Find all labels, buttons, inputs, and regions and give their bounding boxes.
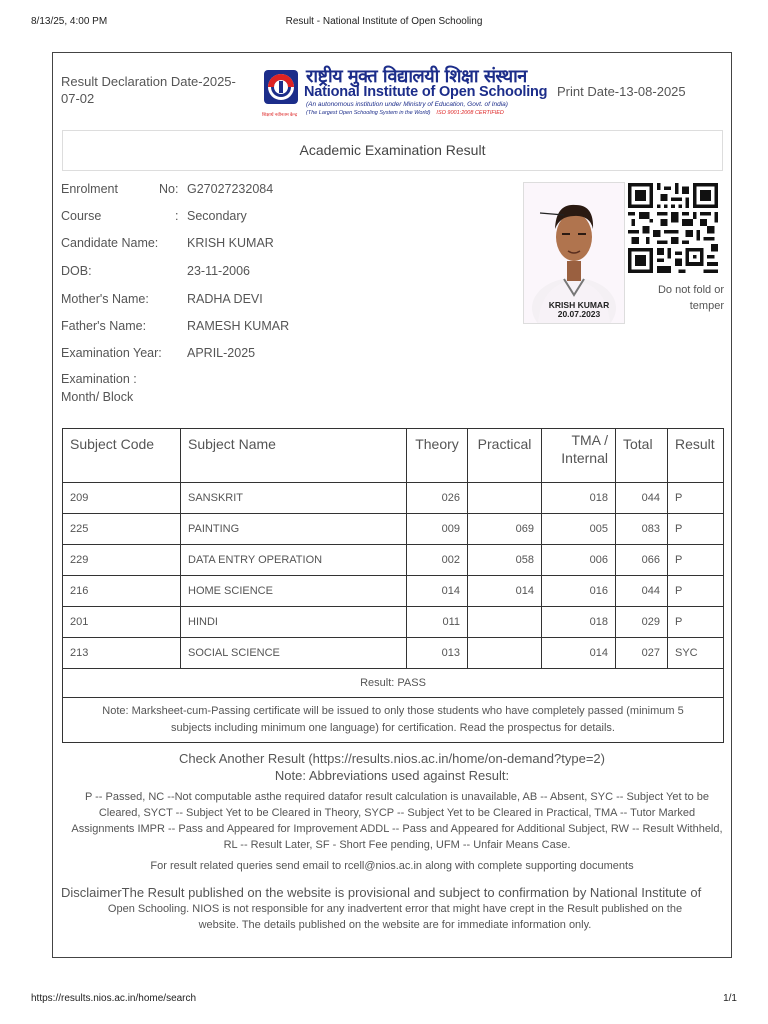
cell-total: 083 — [616, 514, 668, 545]
cell-subject-code: 229 — [63, 545, 181, 576]
cell-subject-name: DATA ENTRY OPERATION — [181, 545, 407, 576]
cell-result: P — [668, 514, 724, 545]
cell-result: P — [668, 607, 724, 638]
cell-subject-name: HINDI — [181, 607, 407, 638]
table-row — [63, 545, 724, 576]
table-row — [63, 607, 724, 638]
photo-caption-date: 20.07.2023 — [557, 309, 601, 319]
cell-result: SYC — [668, 638, 724, 669]
cell-tma: 005 — [542, 514, 616, 545]
header-subject-name: Subject Name — [181, 429, 407, 483]
cell-result: P — [668, 576, 724, 607]
exam-year-label: Examination Year: — [61, 346, 162, 360]
disclaimer — [61, 885, 729, 933]
disclaimer-lead: DisclaimerThe Result published on the website is provisional and subject to confirmation by National Institute of — [61, 885, 702, 900]
cell-subject-name: SOCIAL SCIENCE — [181, 638, 407, 669]
dob-value: 23-11-2006 — [187, 264, 251, 278]
cell-total: 066 — [616, 545, 668, 576]
cell-subject-name: HOME SCIENCE — [181, 576, 407, 607]
photo-caption-name: KRISH KUMAR — [548, 300, 610, 310]
header-tma-internal — [542, 429, 616, 483]
cell-subject-name: PAINTING — [181, 514, 407, 545]
do-not-fold-note: Do not fold or temper — [657, 284, 724, 312]
exam-year-value: APRIL-2025 — [187, 346, 256, 360]
header-subject-code: Subject Code — [63, 429, 181, 483]
header-tma-line-2: Internal — [561, 450, 608, 466]
cell-practical: 069 — [468, 514, 542, 545]
cell-tma: 014 — [542, 638, 616, 669]
cell-subject-code: 225 — [63, 514, 181, 545]
candidate-name-label: Candidate Name: — [61, 236, 159, 250]
logo-subtitle: (An autonomous institution under Ministry of Education, Govt. of India) — [306, 101, 508, 108]
cell-total: 044 — [616, 576, 668, 607]
exam-month-label-1: Examination : — [61, 372, 137, 386]
course-colon: : — [175, 209, 179, 223]
cell-subject-code: 201 — [63, 607, 181, 638]
marks-table — [62, 428, 724, 743]
note-row — [63, 698, 724, 743]
header-tma-line-1: TMA / — [571, 432, 608, 448]
cell-theory: 026 — [407, 483, 468, 514]
cell-subject-code: 209 — [63, 483, 181, 514]
marks-table-header — [63, 429, 724, 483]
nios-logo — [262, 64, 562, 122]
enrolment-label: Enrolment — [61, 182, 118, 196]
cell-total: 044 — [616, 483, 668, 514]
queries-note: For result related queries send email to rcell@nios.ac.in along with complete supporting documents — [150, 860, 634, 872]
cell-total: 027 — [616, 638, 668, 669]
marksheet-note: Note: Marksheet-cum-Passing certificate will be issued to only those students who have completely passed (minimum 5 subjects including minimum one language) for certification. Read the prospectus for details. — [63, 698, 724, 743]
cell-subject-name: SANSKRIT — [181, 483, 407, 514]
cell-theory: 011 — [407, 607, 468, 638]
candidate-photo — [523, 182, 625, 324]
print-page-title: Result - National Institute of Open Schooling — [285, 16, 483, 27]
disclaimer-rest: Open Schooling. NIOS is not responsible for any inadvertent error that might have crept in the Result published on the website. The details published on the website are for immediate information only. — [107, 903, 683, 931]
cell-total: 029 — [616, 607, 668, 638]
cell-theory: 002 — [407, 545, 468, 576]
enrolment-value: G27027232084 — [187, 182, 274, 196]
cell-practical — [468, 607, 542, 638]
cell-result: P — [668, 545, 724, 576]
nios-emblem-icon — [264, 70, 298, 112]
candidate-name-value: KRISH KUMAR — [187, 236, 274, 250]
header-total: Total — [616, 429, 668, 483]
overall-result: Result: PASS — [63, 669, 724, 698]
logo-tagline: (The Largest Open Schooling System in the World) — [306, 110, 431, 116]
cell-result: P — [668, 483, 724, 514]
logo-hindi-name: राष्ट्रीय मुक्त विद्यालयी शिक्षा संस्थान — [306, 66, 527, 87]
print-date: Print Date-13-08-2025 — [557, 84, 686, 99]
print-footer — [31, 993, 737, 1007]
father-name-value: RAMESH KUMAR — [187, 319, 290, 333]
section-title: Academic Examination Result — [62, 130, 723, 171]
course-value: Secondary — [187, 209, 247, 223]
exam-month-label-2: Month/ Block — [61, 390, 134, 404]
print-datetime: 8/13/25, 4:00 PM — [31, 16, 108, 27]
result-declaration-date: Result Declaration Date-2025-07-02 — [61, 74, 236, 106]
cell-theory: 013 — [407, 638, 468, 669]
table-row — [63, 483, 724, 514]
table-row — [63, 638, 724, 669]
abbreviations-title: Note: Abbreviations used against Result: — [274, 768, 510, 783]
cell-tma: 006 — [542, 545, 616, 576]
course-label: Course — [61, 209, 102, 223]
cell-theory: 014 — [407, 576, 468, 607]
cell-subject-code: 213 — [63, 638, 181, 669]
abbreviations-text: P -- Passed, NC --Not computable asthe required datafor result calculation is unavailable, AB -- Absent, SYC -- Subject Yet to be Cleared, SYCT -- Subject Yet to be Cleared in Theory, SYCP -- Subject Yet to be Cleared in Practical, TMA -- Tutor Marked Assignments IMPR -- Pass and Appeared for Improvement ADDL -- Pass and Appeared for Additional Subject, RW -- Result Withheld, RL -- Result Later, SF - Short Fee pending, UFM -- Unfair Means Case. — [71, 791, 723, 851]
father-name-label: Father's Name: — [61, 319, 147, 333]
cell-tma: 018 — [542, 607, 616, 638]
table-row — [63, 576, 724, 607]
dob-label: DOB: — [61, 264, 92, 278]
cell-practical: 014 — [468, 576, 542, 607]
logo-emblem-caption: शिक्षार्थ नवीनतम केन्द्र — [262, 112, 298, 117]
logo-english-name — [304, 84, 547, 100]
logo-iso: ISO 9001:2008 CERTIFIED — [436, 110, 504, 116]
cell-theory: 009 — [407, 514, 468, 545]
print-page-number: 1/1 — [723, 993, 737, 1004]
enrolment-no-label: No: — [159, 182, 179, 196]
logo-tagline-row — [306, 110, 504, 116]
header-practical: Practical — [468, 429, 542, 483]
header-result: Result — [668, 429, 724, 483]
print-url: https://results.nios.ac.in/home/search — [31, 993, 197, 1004]
cell-tma: 018 — [542, 483, 616, 514]
cell-practical: 058 — [468, 545, 542, 576]
check-another-result-link[interactable]: Check Another Result (https://results.nios.ac.in/home/on-demand?type=2) — [179, 751, 605, 766]
cell-practical — [468, 483, 542, 514]
cell-subject-code: 216 — [63, 576, 181, 607]
mother-name-label: Mother's Name: — [61, 292, 149, 306]
print-header — [31, 16, 737, 30]
qr-code — [626, 183, 720, 273]
photo-caption — [534, 301, 624, 319]
cell-practical — [468, 638, 542, 669]
overall-result-row — [63, 669, 724, 698]
logo-english-suffix: Open Schooling — [438, 84, 548, 100]
logo-english-prefix: National Institute of — [304, 84, 439, 100]
table-row — [63, 514, 724, 545]
mother-name-value: RADHA DEVI — [187, 292, 263, 306]
cell-tma: 016 — [542, 576, 616, 607]
header-theory: Theory — [407, 429, 468, 483]
